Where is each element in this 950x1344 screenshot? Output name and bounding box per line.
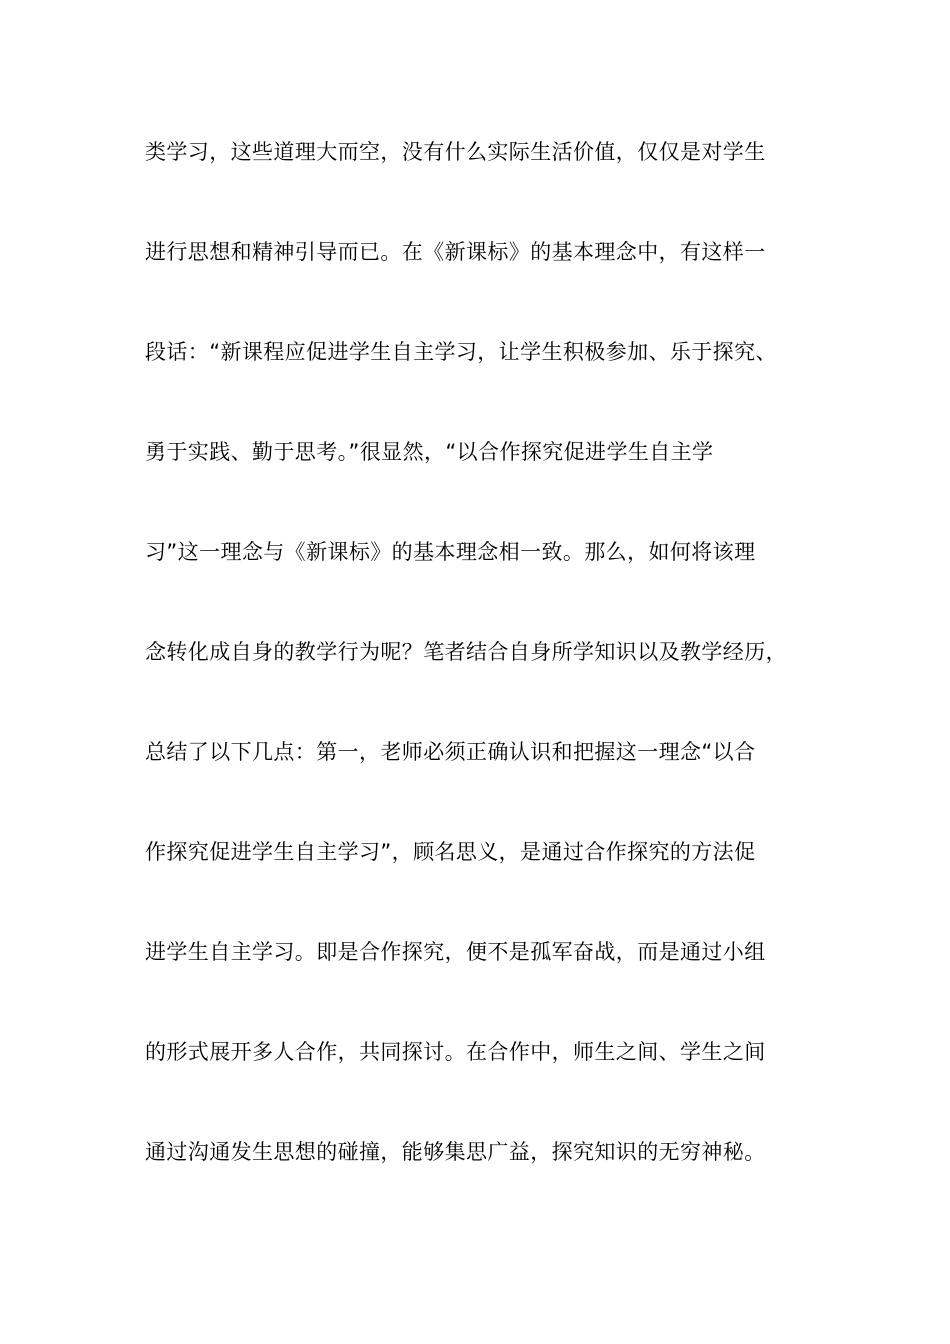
text-line-6: 念转化成自身的教学行为呢？笔者结合自身所学知识以及教学经历， bbox=[145, 640, 787, 664]
text-line-11: 通过沟通发生思想的碰撞，能够集思广益，探究知识的无穷神秘。 bbox=[145, 1140, 766, 1164]
text-line-7: 总结了以下几点：第一，老师必须正确认识和把握这一理念“以合 bbox=[145, 740, 756, 764]
text-line-8: 作探究促进学生自主学习”，顾名思义，是通过合作探究的方法促 bbox=[145, 840, 756, 864]
text-line-1: 类学习，这些道理大而空，没有什么实际生活价值，仅仅是对学生 bbox=[145, 140, 766, 164]
text-line-3: 段话：“新课程应促进学生自主学习，让学生积极参加、乐于探究、 bbox=[145, 340, 777, 364]
text-line-2: 进行思想和精神引导而已。在《新课标》的基本理念中，有这样一 bbox=[145, 240, 766, 264]
text-line-9: 进学生自主学习。即是合作探究，便不是孤军奋战，而是通过小组 bbox=[145, 940, 766, 964]
text-line-4: 勇于实践、勤于思考。”很显然，“以合作探究促进学生自主学 bbox=[145, 440, 714, 464]
text-line-10: 的形式展开多人合作，共同探讨。在合作中，师生之间、学生之间 bbox=[145, 1040, 766, 1064]
body-text bbox=[145, 128, 845, 1228]
text-line-5: 习”这一理念与《新课标》的基本理念相一致。那么，如何将该理 bbox=[145, 540, 756, 564]
